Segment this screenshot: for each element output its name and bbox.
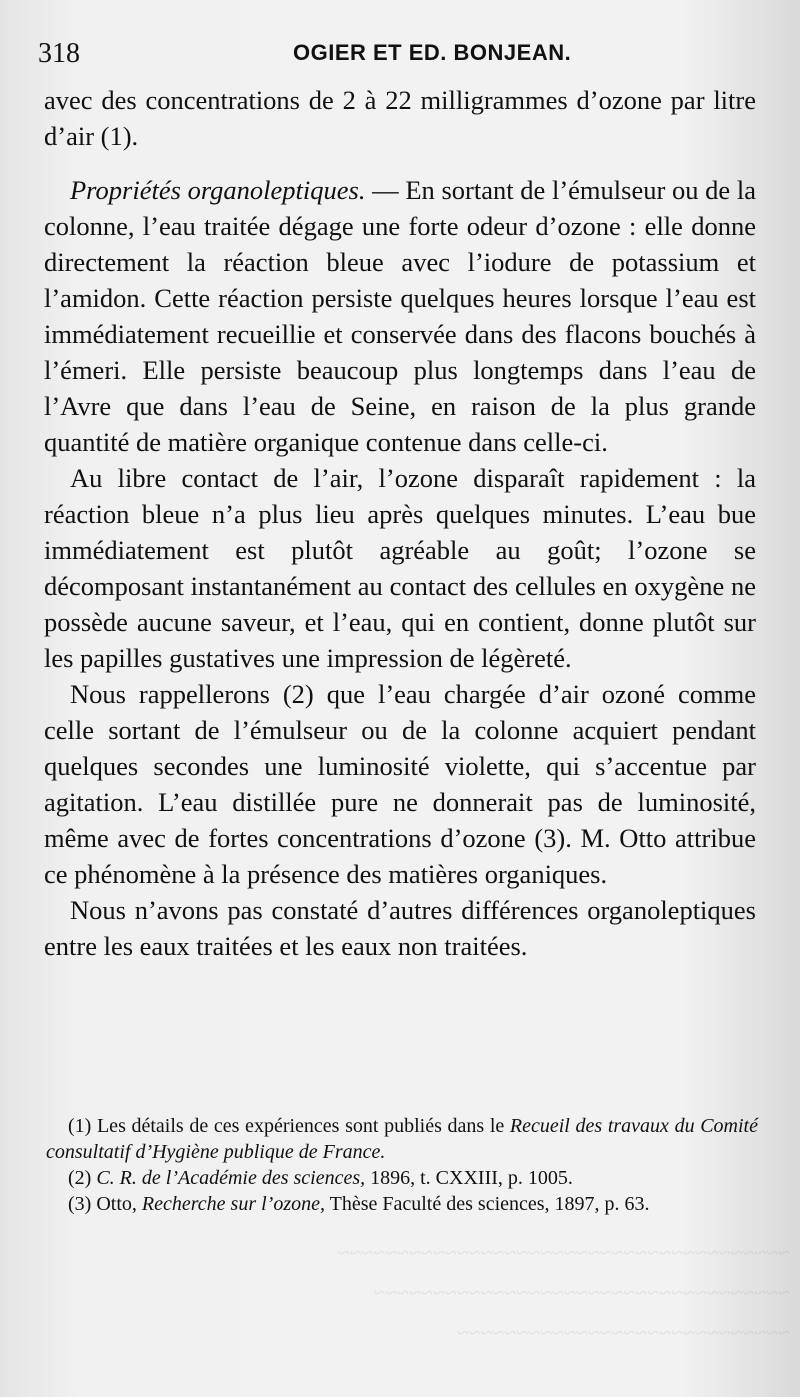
bleed-through-decoration: ~~~~~~~~~~~~~~~~~~~~~~~~~~~~~~~~~~~~~~: [337, 1240, 790, 1265]
footnotes: [46, 1113, 758, 1217]
bleed-through-decoration: ~~~~~~~~~~~~~~~~~~~~~~~~~~~~: [456, 1320, 790, 1345]
footnote-2-mark: (2): [68, 1167, 97, 1189]
footnote-3: [46, 1191, 758, 1217]
footnote-1-text: (1) Les détails de ces expériences sont publiés dans le: [68, 1115, 510, 1137]
paragraph-2: [44, 172, 756, 460]
footnote-1: [46, 1113, 758, 1165]
page-number: 318: [38, 38, 80, 69]
footnote-3-post: Thèse Faculté des sciences, 1897, p. 63.: [324, 1193, 650, 1215]
footnote-3-italic: Recherche sur l’ozone,: [141, 1193, 325, 1215]
paragraph-2-text: — En sortant de l’émulseur ou de la colonne, l’eau traitée dégage une forte odeur d’ozone : elle donne directement la réaction bleue avec l’iodure de potassium et l’amidon. Cette réaction persiste quelques heures lorsque l’eau est immédiatement recueillie et conservée dans des flacons bouchés à l’émeri. Elle persiste beaucoup plus longtemps dans l’eau de l’Avre que dans l’eau de Seine, en raison de la plus grande quantité de matière organique contenue dans celle-ci.: [44, 175, 756, 457]
running-head: OGIER ET ED. BONJEAN.: [293, 40, 572, 65]
paragraph-5: Nous n’avons pas constaté d’autres différences organoleptiques entre les eaux traitées et les eaux non traitées.: [44, 895, 756, 961]
footnote-2-text: 1896, t. CXXIII, p. 1005.: [365, 1167, 573, 1189]
page-header: [38, 38, 758, 72]
footnote-1-italic: Recueil des travaux du Comité consultatif d’Hygiène publique de France.: [46, 1115, 758, 1163]
footnote-2-italic: C. R. de l’Académie des sciences,: [96, 1167, 366, 1189]
footnote-3-text: (3) Otto,: [68, 1193, 142, 1215]
paragraph-3: Au libre contact de l’air, l’ozone disparaît rapidement : la réaction bleue n’a plus lieu après quelques minutes. L’eau bue immédiatement est plutôt agréable au goût; l’ozone se décomposant instantanément au contact des cellules en oxygène ne possède aucune saveur, et l’eau, qui en contient, donne plutôt sur les papilles gustatives une impression de légèreté.: [44, 463, 756, 673]
section-title: Propriétés organoleptiques.: [70, 175, 366, 205]
bleed-through-decoration: ~~~~~~~~~~~~~~~~~~~~~~~~~~~~~~~~~~~: [373, 1280, 790, 1305]
paragraph-4: Nous rappellerons (2) que l’eau chargée d’air ozoné comme celle sortant de l’émulseur ou de la colonne acquiert pendant quelques secondes une luminosité violette, qui s’accentue par agitation. L’eau distillée pure ne donnerait pas de luminosité, même avec de fortes concentrations d’ozone (3). M. Otto attribue ce phénomène à la présence des matières organiques.: [44, 679, 756, 889]
paragraph-1: avec des concentrations de 2 à 22 milligrammes d’ozone par litre d’air (1).: [44, 85, 756, 151]
body-text: [44, 82, 756, 964]
footnote-2: [46, 1165, 758, 1191]
